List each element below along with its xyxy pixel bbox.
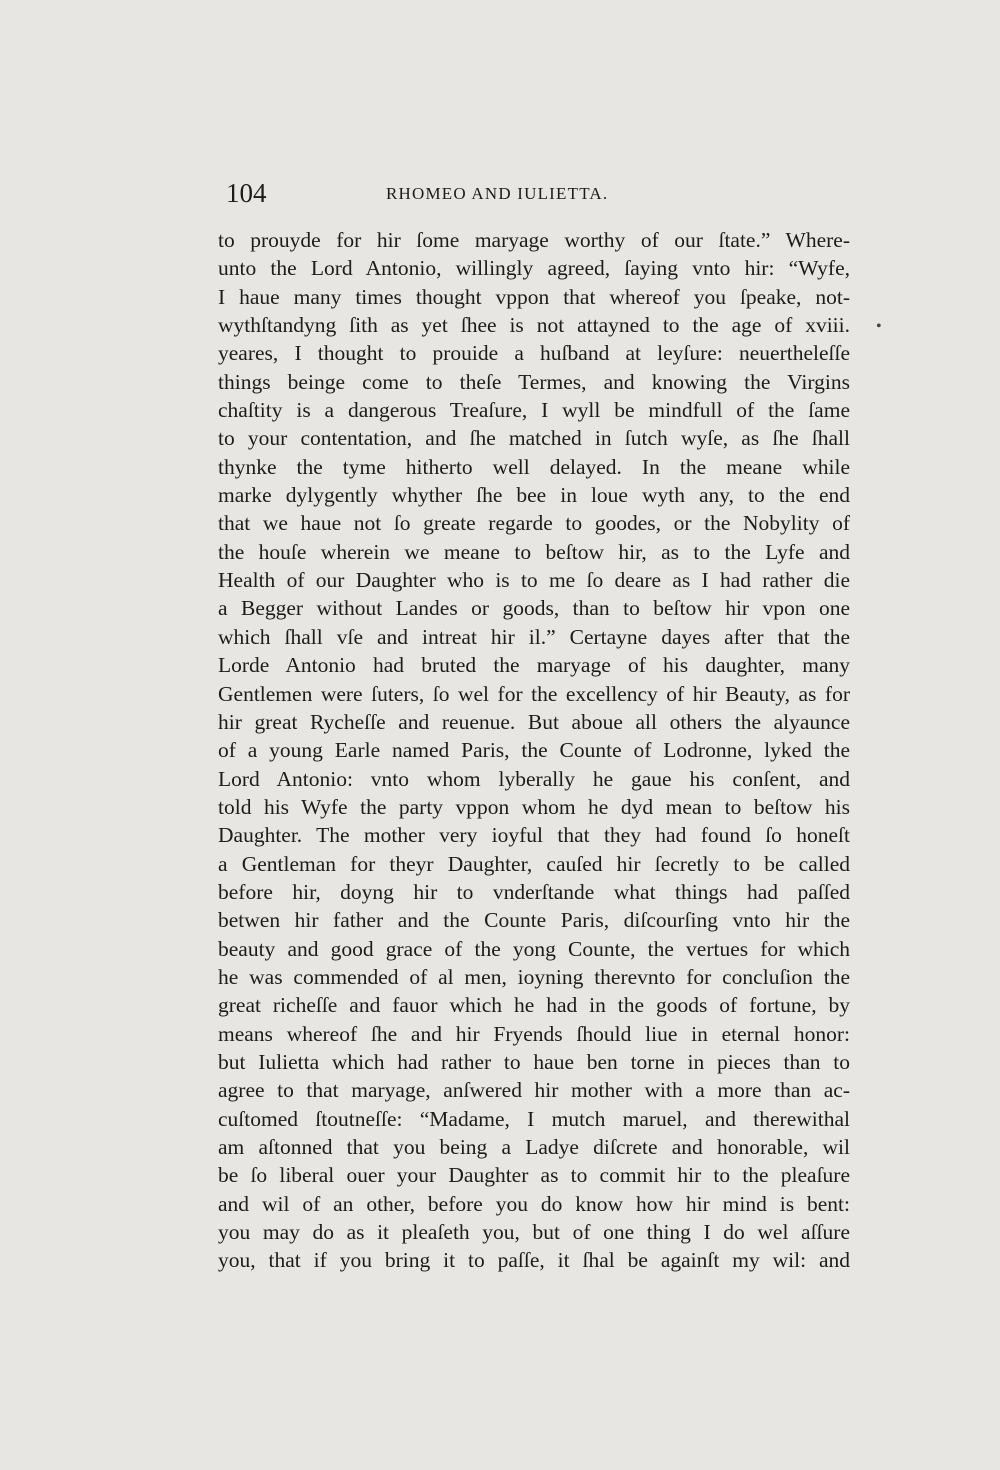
text-line: the houſe wherein we meane to beſtow hir, as to the Lyfe and: [218, 539, 850, 564]
text-line: a Gentleman for theyr Daughter, cauſed hir ſecretly to be called: [218, 851, 850, 876]
text-line: thynke the tyme hitherto well delayed. In the meane while: [218, 454, 850, 479]
text-line: before hir, doyng hir to vnderſtande what things had paſſed: [218, 879, 850, 904]
text-line: to your contentation, and ſhe matched in ſutch wyſe, as ſhe ſhall: [218, 426, 850, 451]
text-line: which ſhall vſe and intreat hir il.” Certayne dayes after that the: [218, 624, 850, 649]
running-title: RHOMEO AND IULIETTA.: [386, 184, 609, 203]
text-line: betwen hir father and the Counte Paris, diſcourſing vnto hir the: [218, 908, 850, 933]
text-line: Lorde Antonio had bruted the maryage of his daughter, many: [218, 653, 850, 678]
text-line: am aſtonned that you being a Ladye diſcrete and honorable, wil: [218, 1135, 850, 1159]
text-line: Gentlemen were ſuters, ſo wel for the excellency of hir Beauty, as for: [218, 681, 850, 706]
text-line: told his Wyfe the party vppon whom he dyd mean to beſtow his: [218, 794, 850, 819]
text-line: cuſtomed ſtoutneſſe: “Madame, I mutch maruel, and therewithal: [218, 1106, 850, 1131]
text-line: I haue many times thought vppon that whereof you ſpeake, not-: [218, 284, 850, 309]
text-line: that we haue not ſo greate regarde to goodes, or the Nobylity of: [218, 511, 850, 536]
text-line: yeares, I thought to prouide a huſband at leyſure: neuertheleſſe: [218, 341, 850, 366]
page-header: [226, 178, 846, 218]
text-line: and wil of an other, before you do know how hir mind is bent:: [218, 1191, 850, 1216]
text-line: be ſo liberal ouer your Daughter as to commit hir to the pleaſure: [218, 1163, 850, 1188]
text-line: but Iulietta which had rather to haue ben torne in pieces than to: [218, 1049, 850, 1074]
text-line: you may do as it pleaſeth you, but of one thing I do wel aſſure: [218, 1220, 850, 1245]
text-line: chaſtity is a dangerous Treaſure, I wyll be mindfull of the ſame: [218, 398, 850, 423]
page-number: 104: [226, 178, 267, 208]
text-line: beauty and good grace of the yong Counte, the vertues for which: [218, 936, 850, 961]
text-line: of a young Earle named Paris, the Counte of Lodronne, lyked the: [218, 738, 850, 763]
text-line: things beinge come to theſe Termes, and knowing the Virgins: [218, 369, 850, 394]
text-line: Health of our Daughter who is to me ſo deare as I had rather die: [218, 568, 850, 593]
text-line: agree to that maryage, anſwered hir mother with a more than ac-: [218, 1078, 850, 1103]
text-line: hir great Rycheſſe and reuenue. But aboue all others the alyaunce: [218, 709, 850, 734]
text-line: Daughter. The mother very ioyful that they had found ſo honeſt: [218, 823, 850, 848]
text-line: great richeſſe and fauor which he had in the goods of fortune, by: [218, 993, 850, 1018]
text-line: you, that if you bring it to paſſe, it ſhal be againſt my wil: and: [218, 1248, 850, 1273]
text-line: marke dylygently whyther ſhe bee in loue wyth any, to the end: [218, 483, 850, 508]
text-line: unto the Lord Antonio, willingly agreed, ſaying vnto hir: “Wyfe,: [218, 256, 850, 281]
text-line: Lord Antonio: vnto whom lyberally he gaue his conſent, and: [218, 766, 850, 791]
body-text: [218, 226, 850, 1275]
text-line: a Begger without Landes or goods, than to beſtow hir vpon one: [218, 596, 850, 621]
text-line: he was commended of al men, ioyning therevnto for concluſion the: [218, 964, 850, 989]
text-line: to prouyde for hir ſome maryage worthy of our ſtate.” Where-: [218, 228, 850, 252]
margin-mark: •: [876, 318, 882, 335]
text-line: wythſtandyng ſith as yet ſhee is not attayned to the age of xviii.: [218, 313, 850, 338]
text-line: means whereof ſhe and hir Fryends ſhould liue in eternal honor:: [218, 1021, 850, 1046]
